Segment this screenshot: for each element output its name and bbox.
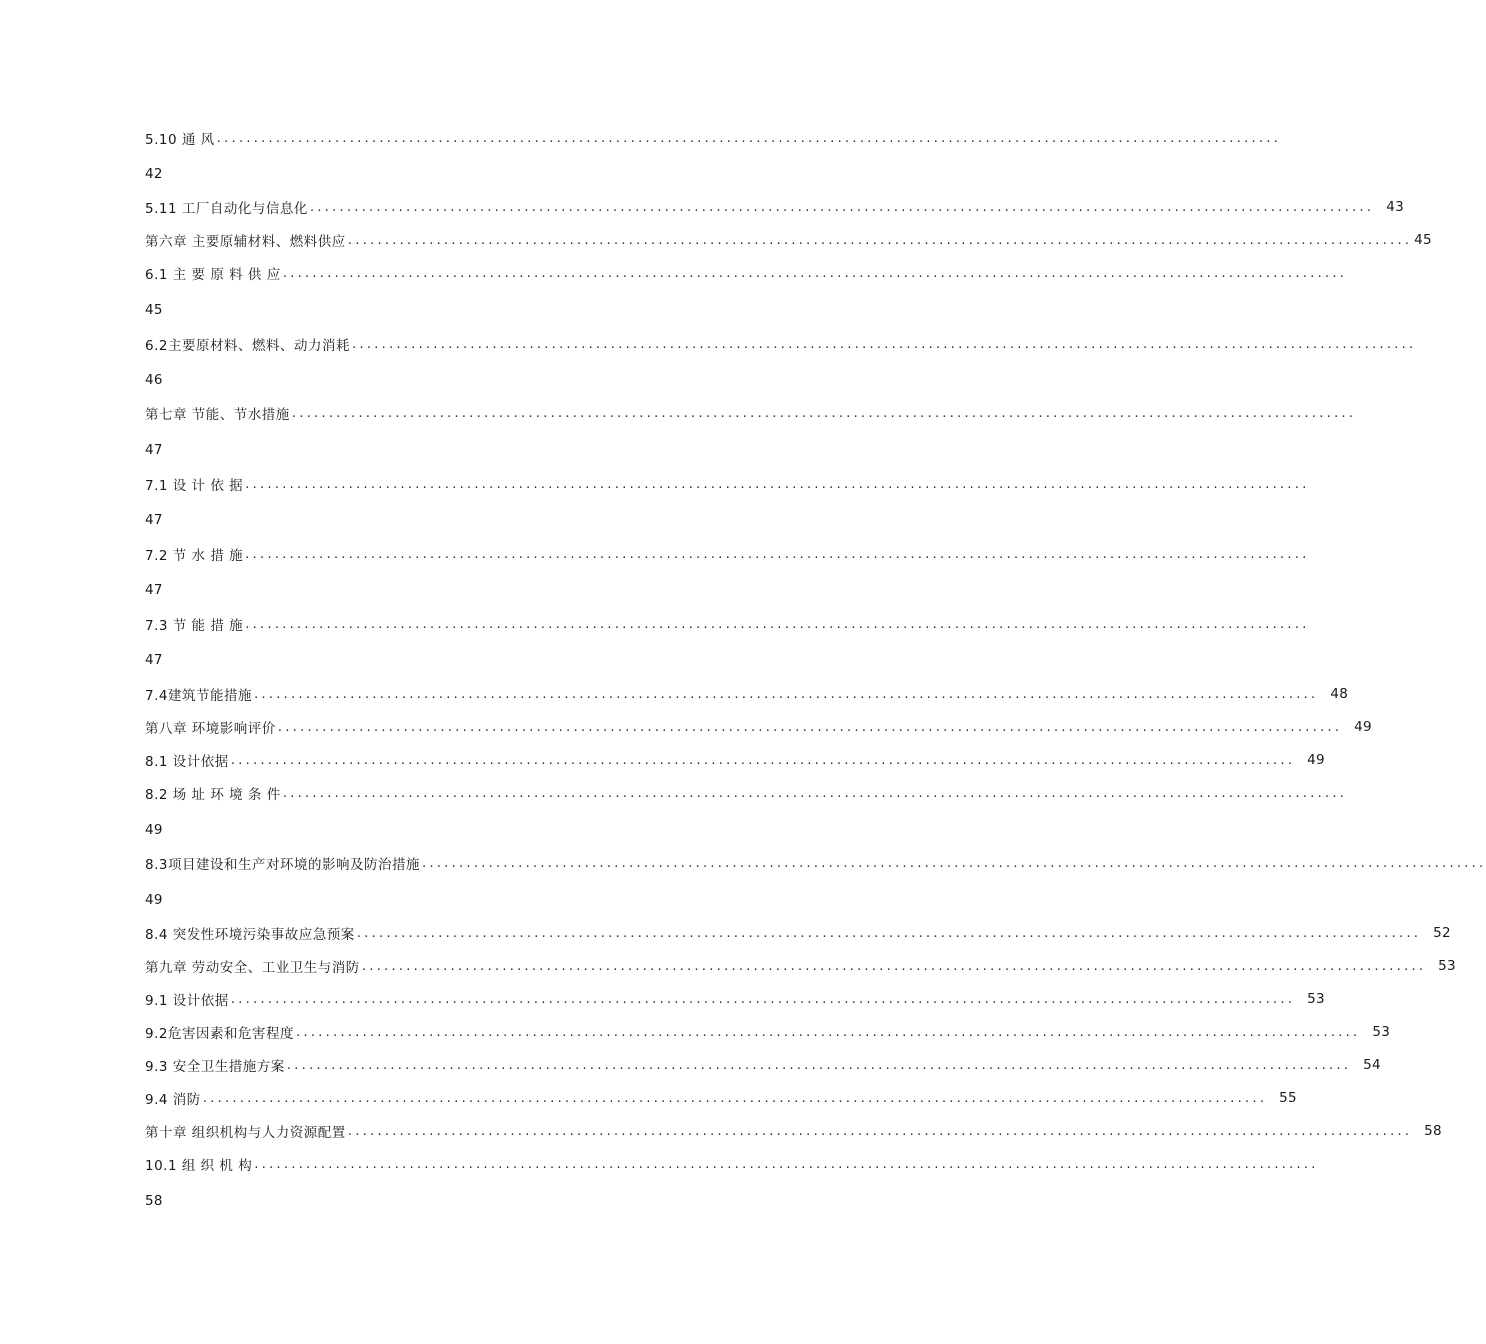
toc-entry[interactable] <box>145 683 1349 705</box>
toc-entry-page: 49 <box>1307 752 1325 768</box>
toc-entry[interactable] <box>145 955 1456 977</box>
toc-entry-page: 53 <box>1307 991 1325 1007</box>
toc-entry[interactable] <box>145 613 1310 635</box>
toc-leader-dots: ................................................................................................................................................ <box>282 785 1348 801</box>
toc-leader-dots: ................................................................................................................................................ <box>230 752 1296 768</box>
toc-leader-dots: ................................................................................................................................................ <box>254 1156 1319 1172</box>
toc-leader-dots: ................................................................................................................................................ <box>245 616 1310 632</box>
toc-entry-title: 9.3 安全卫生措施方案 <box>145 1059 285 1075</box>
toc-leader-dots: ................................................................................................................................................ <box>347 232 1413 248</box>
toc-leader-dots: ................................................................................................................................................ <box>347 1123 1413 1139</box>
toc-entry-title: 9.1 设计依据 <box>145 993 229 1009</box>
toc-entry-page: 49 <box>145 892 163 908</box>
toc-entry[interactable] <box>145 333 1417 355</box>
toc-entry[interactable] <box>145 229 1432 251</box>
toc-entry-title: 5.10 通 风 <box>145 132 215 148</box>
toc-entry-title: 10.1 组 织 机 构 <box>145 1158 253 1174</box>
toc-entry-title: 8.1 设计依据 <box>145 754 229 770</box>
toc-entry-title: 第七章 节能、节水措施 <box>145 407 290 423</box>
toc-leader-dots: ................................................................................................................................................ <box>245 546 1310 562</box>
toc-entry-title: 7.4建筑节能措施 <box>145 688 252 704</box>
toc-entry-page: 49 <box>1354 719 1372 735</box>
toc-entry-title: 7.1 设 计 依 据 <box>145 478 244 494</box>
toc-leader-dots: ................................................................................................................................................ <box>282 265 1348 281</box>
toc-entry-page: 49 <box>145 822 163 838</box>
toc-entry[interactable] <box>145 716 1372 738</box>
toc-entry[interactable] <box>145 1153 1319 1175</box>
toc-entry-title: 第六章 主要原辅材料、燃料供应 <box>145 234 346 250</box>
toc-entry[interactable] <box>145 262 1348 284</box>
toc-entry-title: 7.2 节 水 措 施 <box>145 548 244 564</box>
toc-leader-dots: ................................................................................................................................................ <box>230 991 1296 1007</box>
toc-entry[interactable] <box>145 1087 1297 1109</box>
toc-entry[interactable] <box>145 1120 1442 1142</box>
toc-entry-title: 第九章 劳动安全、工业卫生与消防 <box>145 960 360 976</box>
toc-entry-title: 6.2主要原材料、燃料、动力消耗 <box>145 338 350 354</box>
toc-entry[interactable] <box>145 922 1451 944</box>
toc-leader-dots: ................................................................................................................................................ <box>356 925 1422 941</box>
toc-entry-page: 45 <box>145 302 163 318</box>
toc-entry[interactable] <box>145 782 1348 804</box>
toc-entry-page: 47 <box>145 582 163 598</box>
toc-entry-page: 54 <box>1363 1057 1381 1073</box>
toc-entry-title: 8.4 突发性环境污染事故应急预案 <box>145 927 355 943</box>
toc-entry-title: 8.3项目建设和生产对环境的影响及防治措施 <box>145 857 420 873</box>
toc-entry-page: 58 <box>145 1193 163 1209</box>
toc-entry[interactable] <box>145 402 1357 424</box>
toc-entry-page: 43 <box>1386 199 1404 215</box>
toc-entry[interactable] <box>145 473 1310 495</box>
toc-entry-page: 46 <box>145 372 163 388</box>
toc-entry-page: 45 <box>1414 232 1432 248</box>
toc-entry-page: 47 <box>145 512 163 528</box>
toc-leader-dots: ................................................................................................................................................ <box>421 855 1486 871</box>
toc-entry-page: 47 <box>145 652 163 668</box>
toc-leader-dots: ................................................................................................................................................ <box>277 719 1343 735</box>
toc-leader-dots: ................................................................................................................................................ <box>351 336 1417 352</box>
toc-leader-dots: ................................................................................................................................................ <box>216 130 1281 146</box>
toc-entry-title: 9.2危害因素和危害程度 <box>145 1026 294 1042</box>
toc-leader-dots: ................................................................................................................................................ <box>253 686 1319 702</box>
toc-entry[interactable] <box>145 543 1310 565</box>
toc-entry[interactable] <box>145 1054 1381 1076</box>
toc-entry[interactable] <box>145 1021 1391 1043</box>
toc-entry-title: 5.11 工厂自动化与信息化 <box>145 201 308 217</box>
toc-leader-dots: ................................................................................................................................................ <box>245 476 1310 492</box>
toc-leader-dots: ................................................................................................................................................ <box>309 199 1375 215</box>
toc-entry-title: 第八章 环境影响评价 <box>145 721 276 737</box>
toc-entry-page: 58 <box>1424 1123 1442 1139</box>
toc-entry-title: 9.4 消防 <box>145 1092 201 1108</box>
toc-entry-title: 第十章 组织机构与人力资源配置 <box>145 1125 346 1141</box>
toc-entry-title: 7.3 节 能 措 施 <box>145 618 244 634</box>
toc-entry-page: 53 <box>1372 1024 1391 1040</box>
toc-leader-dots: ................................................................................................................................................ <box>202 1090 1268 1106</box>
toc-entry[interactable] <box>145 196 1404 218</box>
toc-entry[interactable] <box>145 127 1281 149</box>
toc-entry[interactable] <box>145 749 1325 771</box>
toc-entry-page: 48 <box>1330 686 1349 702</box>
toc-leader-dots: ................................................................................................................................................ <box>286 1057 1352 1073</box>
toc-leader-dots: ................................................................................................................................................ <box>361 958 1427 974</box>
toc-entry-page: 47 <box>145 442 163 458</box>
toc-leader-dots: ................................................................................................................................................ <box>291 405 1357 421</box>
toc-entry[interactable] <box>145 852 1486 874</box>
toc-entry-page: 55 <box>1279 1090 1297 1106</box>
toc-entry-page: 52 <box>1433 925 1451 941</box>
toc-entry-title: 8.2 场 址 环 境 条 件 <box>145 787 281 803</box>
toc-entry-page: 53 <box>1438 958 1456 974</box>
toc-leader-dots: ................................................................................................................................................ <box>295 1024 1361 1040</box>
toc-entry-page: 42 <box>145 166 163 182</box>
toc-entry-title: 6.1 主 要 原 料 供 应 <box>145 267 281 283</box>
toc-entry[interactable] <box>145 988 1325 1010</box>
